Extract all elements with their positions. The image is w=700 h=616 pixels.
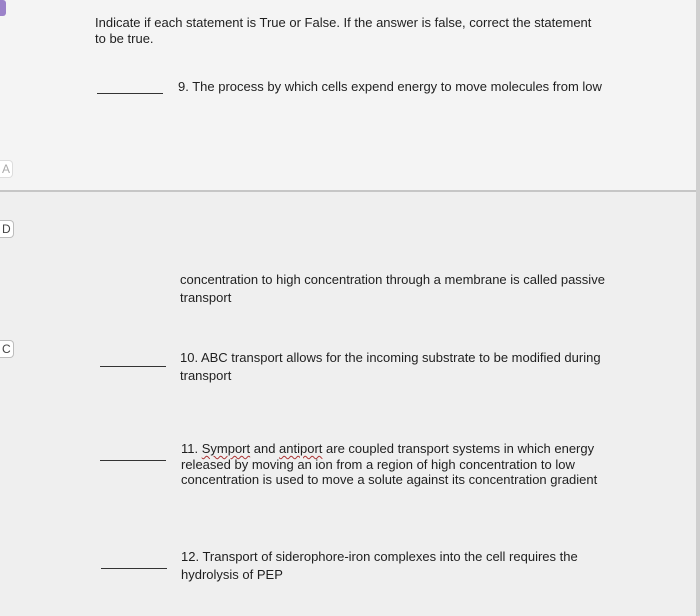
question-11-mid: and (250, 441, 280, 456)
question-9-line-3: transport (180, 290, 232, 305)
question-11-prefix: 11. (181, 441, 202, 456)
answer-blank-12[interactable] (101, 568, 167, 569)
question-12-line-1: 12. Transport of siderophore-iron complexes into the cell requires the (181, 549, 578, 564)
page-edge (696, 0, 700, 616)
spellcheck-word-antiport: antiport (279, 441, 323, 456)
instructions-line-1: Indicate if each statement is True or False. If the answer is false, correct the statement (95, 15, 592, 30)
answer-blank-11[interactable] (100, 460, 166, 461)
spellcheck-word-symport: Symport (201, 441, 251, 456)
question-9-line-2: concentration to high concentration through a membrane is called passive (180, 272, 605, 287)
instructions-line-2: to be true. (95, 31, 154, 46)
sidebar-accent (0, 0, 6, 16)
question-11-suffix: are coupled transport systems in which energy (322, 441, 595, 456)
question-11-line-2: released by moving an ion from a region of high concentration to low (181, 457, 575, 472)
answer-blank-9[interactable] (97, 93, 163, 94)
question-9-line-1: 9. The process by which cells expend energy to move molecules from low (178, 79, 602, 94)
question-10-line-1: 10. ABC transport allows for the incoming substrate to be modified during (180, 350, 601, 365)
answer-blank-10[interactable] (100, 366, 166, 367)
question-11-line-3: concentration is used to move a solute against its concentration gradient (181, 472, 598, 487)
question-10-line-2: transport (180, 368, 232, 383)
question-11-line-1 (181, 441, 594, 457)
sidebar-tab-d[interactable]: D (0, 220, 14, 238)
sidebar-tab-a[interactable]: A (0, 160, 13, 178)
question-12-line-2: hydrolysis of PEP (181, 567, 283, 582)
sidebar-tab-c[interactable]: C (0, 340, 14, 358)
